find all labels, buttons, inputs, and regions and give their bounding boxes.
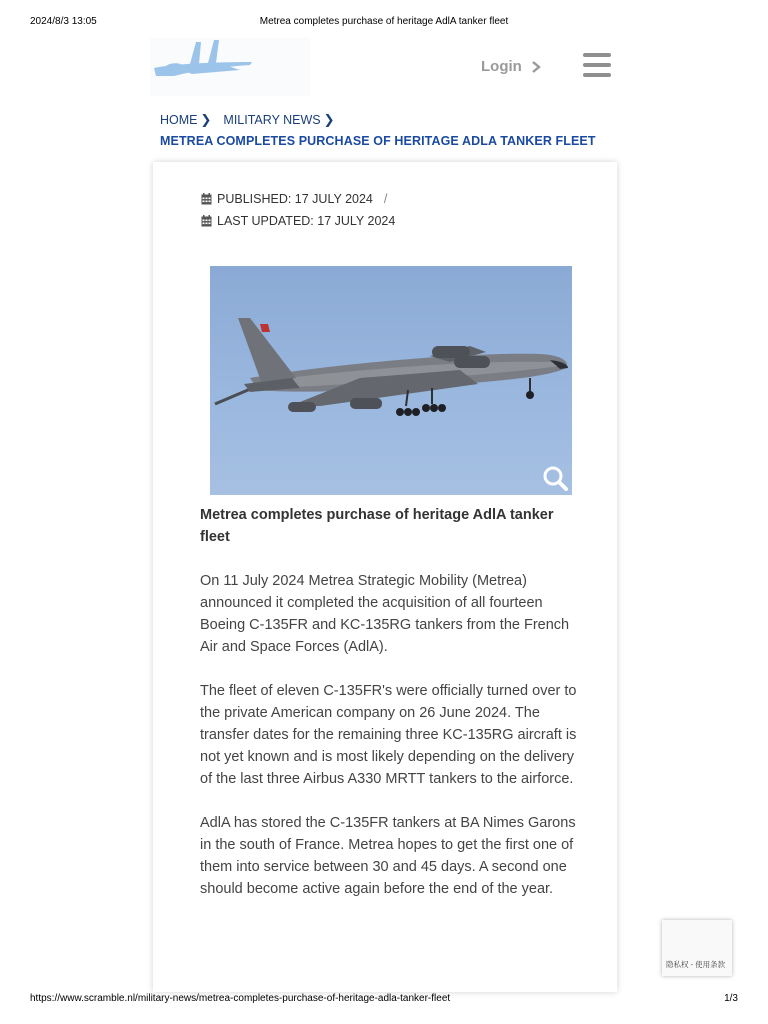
site-logo[interactable] (150, 38, 310, 96)
hero-image[interactable] (210, 266, 572, 495)
breadcrumb-home[interactable] (160, 112, 211, 128)
published-date: PUBLISHED: 17 JULY 2024 (217, 192, 373, 206)
chevron-right-icon (530, 60, 542, 74)
breadcrumb-section-label: MILITARY NEWS (223, 113, 321, 127)
recaptcha-badge[interactable] (662, 920, 732, 976)
article-title: Metrea completes purchase of heritage AdlA tanker fleet (200, 507, 554, 545)
site-header (150, 38, 616, 96)
print-doc-title: Metrea completes purchase of heritage AdlA tanker fleet (259, 16, 509, 27)
print-datetime: 2024/8/3 13:05 (30, 16, 97, 27)
chevron-right-icon: ❯ (200, 112, 212, 127)
zoom-search-icon[interactable] (542, 465, 568, 491)
published-row (201, 188, 395, 210)
calendar-icon (201, 215, 212, 227)
breadcrumb-home-label: HOME (160, 113, 198, 127)
print-footer (30, 993, 738, 1007)
login-label: Login (481, 58, 522, 75)
print-page-number: 1/3 (724, 993, 738, 1004)
chevron-right-icon: ❯ (323, 112, 335, 127)
calendar-icon (201, 193, 212, 205)
hamburger-menu-icon[interactable] (583, 53, 613, 79)
meta-separator: / (383, 192, 388, 206)
print-url: https://www.scramble.nl/military-news/metrea-completes-purchase-of-heritage-adla-tanker-fleet (30, 993, 451, 1004)
article-paragraph: The fleet of eleven C-135FR's were officially turned over to the private American company on 26 June 2024. The transfer dates for the remaining three KC-135RG aircraft is not yet known and is most likely depending on the delivery of the last three Airbus A330 MRTT tankers to the airforce. (200, 683, 577, 787)
jet-logo-icon (152, 40, 256, 82)
updated-date: LAST UPDATED: 17 JULY 2024 (217, 214, 396, 228)
page-title: METREA COMPLETES PURCHASE OF HERITAGE ADLA TANKER FLEET (160, 134, 596, 148)
breadcrumb-military-news[interactable] (223, 112, 334, 128)
print-header (30, 16, 738, 30)
breadcrumb (160, 112, 335, 128)
tanker-aircraft-photo (210, 266, 572, 495)
login-link[interactable] (481, 58, 542, 75)
recaptcha-text[interactable]: 隐私权 - 使用条款 (666, 960, 726, 969)
article-paragraph: AdlA has stored the C-135FR tankers at BA Nimes Garons in the south of France. Metrea hopes to get the first one of them into service between 30 and 45 days. A second one should become active again before the end of the year. (200, 815, 576, 897)
article-body (200, 570, 586, 922)
article-meta (201, 188, 395, 232)
article-card (153, 162, 617, 992)
article-paragraph: On 11 July 2024 Metrea Strategic Mobility (Metrea) announced it completed the acquisition of all fourteen Boeing C-135FR and KC-135RG tankers from the French Air and Space Forces (AdlA). (200, 573, 570, 655)
updated-row (201, 210, 395, 232)
